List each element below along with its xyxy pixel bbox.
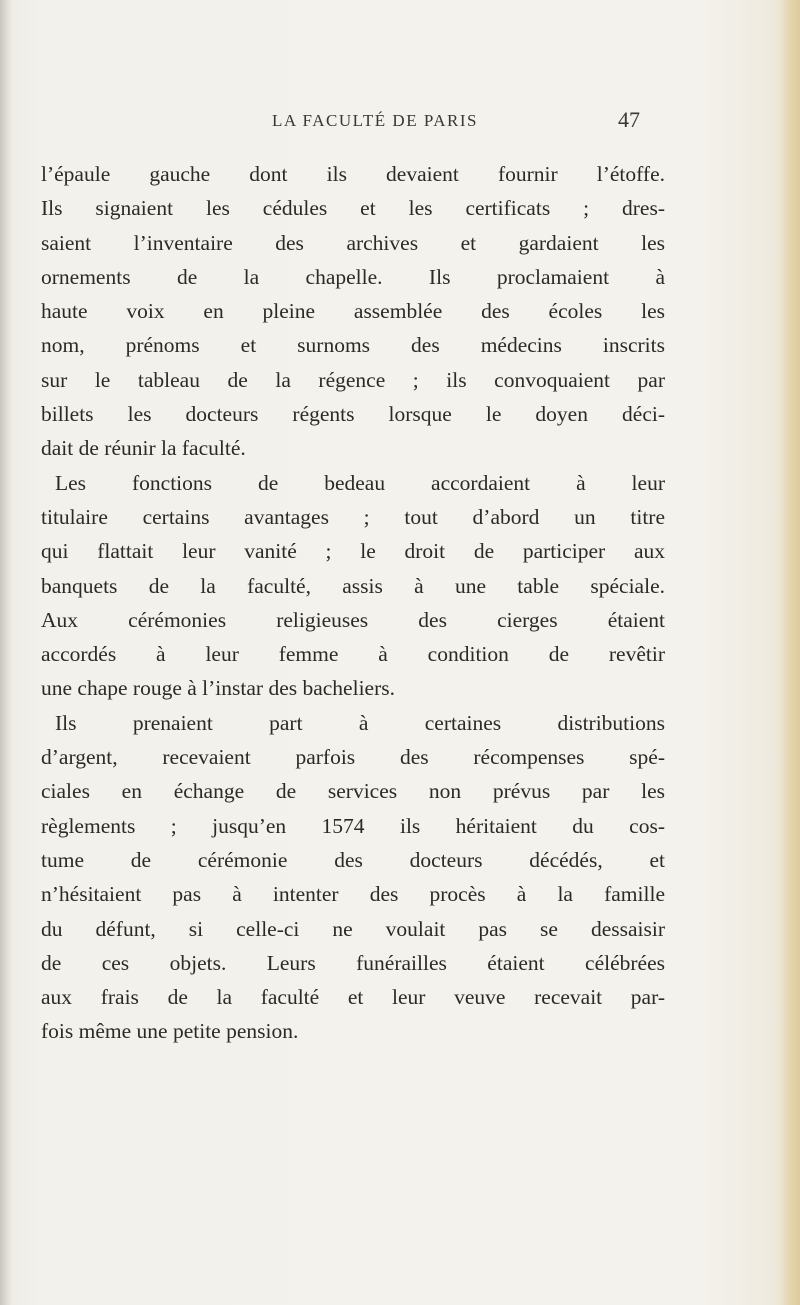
text-line: Aux cérémonies religieuses des cierges étaient (41, 607, 665, 632)
text-line: l’épaule gauche dont ils devaient fournir l’étoffe. (41, 162, 665, 186)
text-line: haute voix en pleine assemblée des écoles les (41, 299, 665, 324)
text-line: de ces objets. Leurs funérailles étaient célébrées (41, 950, 665, 975)
text-line: saient l’inventaire des archives et gardaient les (41, 230, 665, 255)
text-line: règlements ; jusqu’en 1574 ils héritaient du cos- (41, 813, 665, 838)
text-line: ciales en échange de services non prévus par les (41, 779, 665, 804)
text-line: n’hésitaient pas à intenter des procès à la famille (41, 882, 665, 907)
text-line: aux frais de la faculté et leur veuve recevait par- (41, 985, 665, 1010)
text-line: Ils prenaient part à certaines distributions (55, 710, 665, 735)
text-line: tume de cérémonie des docteurs décédés, et (41, 847, 665, 872)
text-line: Ils signaient les cédules et les certificats ; dres- (41, 196, 665, 221)
text-line: du défunt, si celle-ci ne voulait pas se dessaisir (41, 916, 665, 941)
text-line: ornements de la chapelle. Ils proclamaient à (41, 264, 665, 289)
text-line: accordés à leur femme à condition de revêtir (41, 642, 665, 667)
body-text (41, 157, 665, 1049)
page-number: 47 (618, 107, 640, 132)
page-binding-shadow (0, 0, 12, 1305)
text-line: qui flattait leur vanité ; le droit de participer aux (41, 539, 665, 564)
text-line: fois même une petite pension. (41, 1019, 299, 1044)
text-line: billets les docteurs régents lorsque le doyen déci- (41, 402, 665, 427)
running-header (0, 107, 800, 141)
text-line: nom, prénoms et surnoms des médecins inscrits (41, 333, 665, 358)
text-line: d’argent, recevaient parfois des récompenses spé- (41, 745, 665, 770)
text-line: banquets de la faculté, assis à une table spéciale. (41, 573, 665, 598)
text-line: dait de réunir la faculté. (41, 436, 246, 461)
text-line: sur le tableau de la régence ; ils convoquaient par (41, 367, 665, 392)
text-line: titulaire certains avantages ; tout d’abord un titre (41, 504, 665, 529)
text-line: Les fonctions de bedeau accordaient à leur (55, 470, 665, 495)
page-edge-discoloration (780, 0, 800, 1305)
text-line: une chape rouge à l’instar des bacheliers. (41, 676, 395, 701)
running-title: LA FACULTÉ DE PARIS (272, 111, 478, 130)
